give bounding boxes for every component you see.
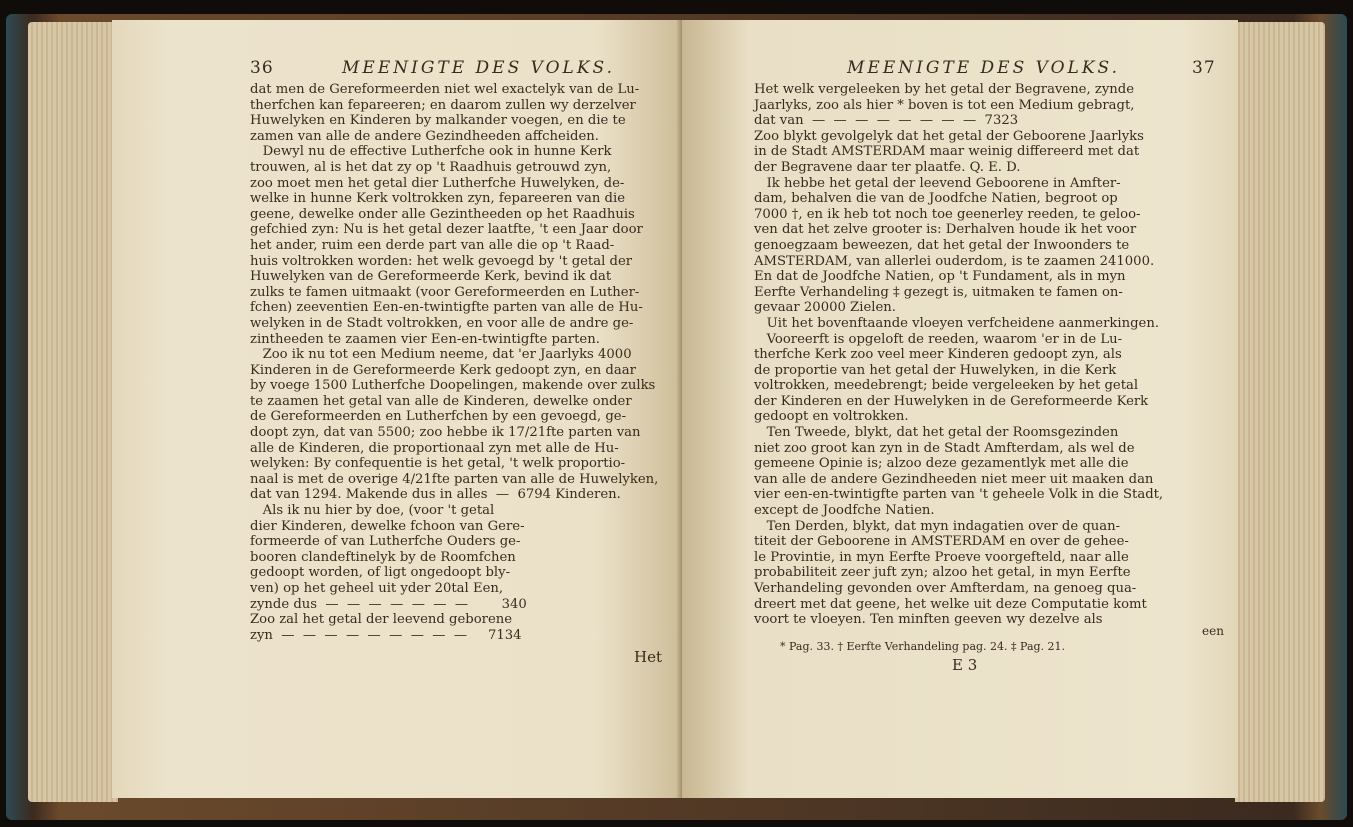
text-line: der Begravene daar ter plaatfe. Q. E. D.	[754, 159, 1021, 175]
text-line: Huwelyken en Kinderen by malkander voegen, en die te	[250, 113, 626, 129]
text-line: En dat de Joodfche Natien, op 't Fundament, als in myn	[754, 269, 1126, 285]
right-page	[682, 20, 1238, 798]
text-line: in de Stadt AMSTERDAM maar weinig differeerd met dat	[754, 144, 1140, 160]
text-line: genoegzaam beweezen, dat het getal der Inwoonders te	[754, 237, 1130, 253]
text-line: Zoo ik nu tot een Medium neeme, dat 'er Jaarlyks 4000	[250, 347, 632, 363]
left-text-block	[250, 82, 658, 643]
footnotes: * Pag. 33. † Eerfte Verhandeling pag. 24. ‡ Pag. 21.	[780, 640, 1066, 653]
text-line: zoo moet men het getal dier Lutherfche Huwelyken, de-	[250, 175, 625, 191]
text-line: van alle de andere Gezindheeden niet meer uit maaken dan	[754, 471, 1154, 487]
text-line: zynde dus — — — — — — — 340	[250, 596, 527, 612]
text-line: de Gereformeerden en Lutherfchen by een gevoegd, ge-	[250, 409, 627, 425]
text-line: gevaar 20000 Zielen.	[754, 300, 896, 316]
left-catchword: Het	[634, 648, 662, 666]
right-catchword: een	[1202, 624, 1224, 638]
text-line: Verhandeling gevonden over Amfterdam, na genoeg qua-	[754, 581, 1137, 596]
text-line: Huwelyken van de Gereformeerde Kerk, bevind ik dat	[250, 269, 612, 285]
text-line: dam, behalven die van de Joodfche Natien, begroot op	[754, 191, 1118, 207]
text-line: het ander, ruim een derde part van alle die op 't Raad-	[250, 237, 615, 253]
text-line: fchen) zeeventien Een-en-twintigfte parten van alle de Hu-	[250, 300, 643, 316]
text-line: 7000 †, en ik heb tot noch toe geenerley reeden, te geloo-	[754, 206, 1141, 222]
left-page	[112, 20, 682, 798]
text-line: Zoo blykt gevolgelyk dat het getal der Geboorene Jaarlyks	[754, 128, 1144, 144]
text-line: therfchen kan fepareeren; en daarom zullen wy derzelver	[250, 97, 636, 113]
text-line: Ten Tweede, blykt, dat het getal der Roomsgezinden	[754, 425, 1119, 441]
text-line: gedoopt en voltrokken.	[754, 409, 909, 425]
text-line: formeerde of van Lutherfche Ouders ge-	[250, 534, 521, 550]
text-line: ven dat het zelve grooter is: Derhalven houde ik het voor	[754, 222, 1137, 238]
text-line: AMSTERDAM, van allerlei ouderdom, is te zaamen 241000.	[754, 253, 1155, 269]
text-line: Ik hebbe het getal der leevend Geboorene in Amfter-	[754, 175, 1121, 191]
text-line: welyken: By confequentie is het getal, 't welk proportio-	[250, 456, 626, 472]
text-line: te zaamen het getal van alle de Kinderen, dewelke onder	[250, 393, 632, 409]
text-line: dat van — — — — — — — — 7323	[754, 113, 1019, 129]
text-line: dreert met dat geene, het welke uit deze Computatie komt	[754, 596, 1147, 612]
text-line: Uit het bovenftaande vloeyen verfcheidene aanmerkingen.	[754, 315, 1160, 331]
right-page-number: 37	[1192, 58, 1216, 78]
signature-mark: E 3	[952, 656, 978, 674]
page-edges-left	[28, 22, 118, 802]
text-line: der Kinderen en der Huwelyken in de Gereformeerde Kerk	[754, 393, 1149, 409]
text-line: ven) op het geheel uit yder 20tal Een,	[250, 581, 504, 596]
text-line: trouwen, al is het dat zy op 't Raadhuis getrouwd zyn,	[250, 159, 612, 175]
text-line: Eerfte Verhandeling ‡ gezegt is, uitmaken te famen on-	[754, 284, 1123, 300]
text-line: zintheeden te zaamen vier Een-en-twintigfte parten.	[250, 331, 600, 347]
text-line: probabiliteit zeer juft zyn; alzoo het getal, in myn Eerfte	[754, 565, 1131, 581]
text-line: except de Joodfche Natien.	[754, 503, 935, 519]
text-line: voort te vloeyen. Ten minften geeven wy dezelve als	[754, 612, 1103, 628]
text-line: dat men de Gereformeerden niet wel exactelyk van de Lu-	[250, 82, 640, 97]
text-line: welke in hunne Kerk voltrokken zyn, fepareeren van die	[250, 191, 626, 207]
text-line: therfche Kerk zoo veel meer Kinderen gedoopt zyn, als	[754, 347, 1122, 363]
text-line: by voege 1500 Lutherfche Doopelingen, makende over zulks	[250, 378, 656, 394]
text-line: dier Kinderen, dewelke fchoon van Gere-	[250, 518, 525, 534]
text-line: le Provintie, in myn Eerfte Proeve voorgefteld, naar alle	[754, 549, 1129, 565]
text-line: Het welk vergeleeken by het getal der Begravene, zynde	[754, 82, 1135, 97]
text-line: gefchied zyn: Nu is het getal dezer laatfte, 't een Jaar door	[250, 222, 643, 238]
text-line: zulks te famen uitmaakt (voor Gereformeerden en Luther-	[250, 284, 640, 300]
text-line: voltrokken, meedebrengt; beide vergeleeken by het getal	[754, 378, 1139, 394]
left-page-number: 36	[250, 58, 274, 78]
text-line: alle de Kinderen, die proportionaal zyn met alle de Hu-	[250, 440, 619, 456]
text-line: booren clandeftinelyk by de Roomfchen	[250, 549, 516, 565]
text-line: zamen van alle de andere Gezindheeden affcheiden.	[250, 128, 599, 144]
text-line: vier een-en-twintigfte parten van 't geheele Volk in die Stadt,	[754, 487, 1164, 503]
text-line: niet zoo groot kan zyn in de Stadt Amfterdam, als wel de	[754, 440, 1135, 456]
text-line: Zoo zal het getal der leevend geborene	[250, 612, 513, 628]
text-line: welyken in de Stadt voltrokken, en voor alle de andre ge-	[250, 315, 634, 331]
text-line: huis voltrokken worden: het welk gevoegd by 't getal der	[250, 253, 633, 269]
right-text-block	[754, 82, 1163, 628]
text-line: naal is met de overige 4/21fte parten van alle de Huwelyken,	[250, 471, 659, 487]
text-line: gedoopt worden, of ligt ongedoopt bly-	[250, 565, 511, 581]
text-line: gemeene Opinie is; alzoo deze gezamentlyk met alle die	[754, 456, 1129, 472]
text-line: Vooreerft is opgeloft de reeden, waarom 'er in de Lu-	[754, 331, 1123, 347]
left-running-head: MEENIGTE DES VOLKS.	[342, 58, 615, 78]
text-line: doopt zyn, dat van 5500; zoo hebbe ik 17/21fte parten van	[250, 425, 641, 441]
text-line: titeit der Geboorene in AMSTERDAM en over de gehee-	[754, 534, 1129, 550]
text-line: Dewyl nu de effective Lutherfche ook in hunne Kerk	[250, 144, 612, 160]
text-line: Jaarlyks, zoo als hier * boven is tot een Medium gebragt,	[754, 97, 1135, 113]
text-line: geene, dewelke onder alle Gezintheeden op het Raadhuis	[250, 206, 635, 222]
text-line: zyn — — — — — — — — — 7134	[250, 627, 522, 643]
right-running-head: MEENIGTE DES VOLKS.	[847, 58, 1120, 78]
text-line: dat van 1294. Makende dus in alles — 6794 Kinderen.	[250, 487, 621, 503]
text-line: de proportie van het getal der Huwelyken, in die Kerk	[754, 362, 1117, 378]
text-line: Ten Derden, blykt, dat myn indagatien over de quan-	[754, 518, 1121, 534]
text-line: Kinderen in de Gereformeerde Kerk gedoopt zyn, en daar	[250, 362, 636, 378]
page-edges-right	[1235, 22, 1325, 802]
text-line: Als ik nu hier by doe, (voor 't getal	[250, 503, 495, 519]
